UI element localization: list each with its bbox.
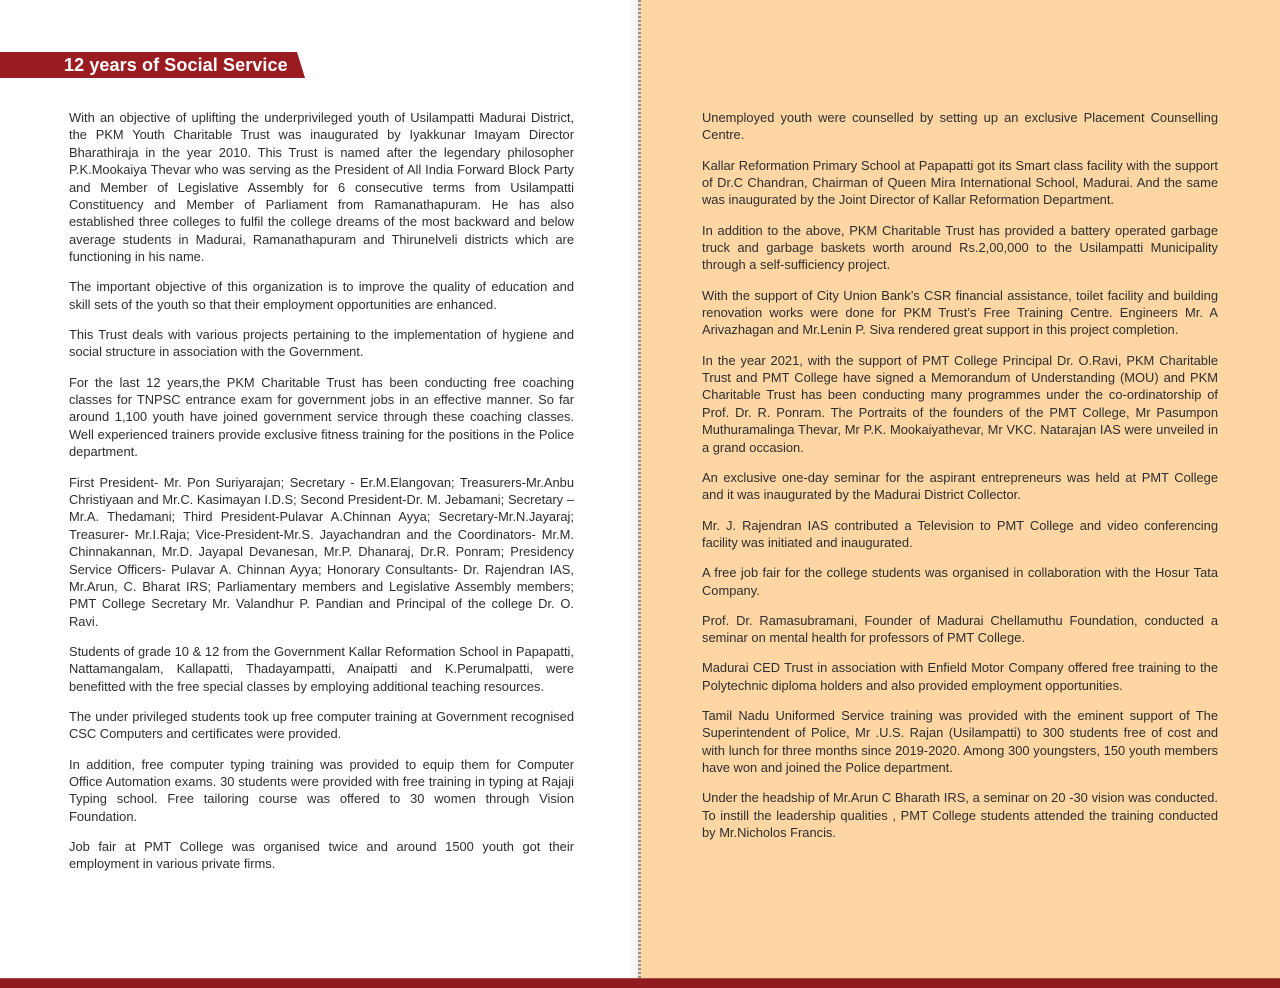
paragraph-school-classes: Students of grade 10 & 12 from the Government Kallar Reformation School in Papapatti, Nattamangalam, Kallapatti, Thadayampatti, Anaipatti and K.Perumalpatti, were benefitted with the free special classes by employing additional teaching resources. <box>69 643 574 694</box>
paragraph-mental-health: Prof. Dr. Ramasubramani, Founder of Madurai Chellamuthu Foundation, conducted a seminar on mental health for professors of PMT College. <box>702 612 1218 646</box>
paragraph-tata-job-fair: A free job fair for the college students was organised in collaboration with the Hosur Tata Company. <box>702 565 1218 598</box>
paragraph-mou: In the year 2021, with the support of PMT College Principal Dr. O.Ravi, PKM Charitable Trust and PMT College have signed a Memorandum of Understanding (MOU) and PKM Charitable Trust has been conducting many programmes under the co-ordinatorship of Prof. Dr. R. Ponram. The Portraits of the founders of the PMT College, Mr Pasumpon Muthuramalinga Thevar, Mr P.K. Mookaiyathevar, Mr VKC. Natarajan IAS were unveiled in a grand occasion. <box>702 352 1218 455</box>
paragraph-office-bearers: First President- Mr. Pon Suriyarajan; Secretary - Er.M.Elangovan; Treasurers-Mr.Anbu Christiyaan and Mr.C. Kasimayan I.D.S; Second President-Dr. M. Jebamani; Secretary – Mr.A. Thedamani; Third President-Pulavar A.Chinnan Ayya; Secretary-Mr.N.Jayaraj; Treasurer- Mr.I.Raja; Vice-President-Mr.S. Jayachandran and the Coordinators- Mr.M. Chinnakannan, Mr.D. Jayapal Devanesan, Mr.P. Dhanaraj, Dr.R. Ponram; Presidency Service Officers- Pulavar A. Chinnan Ayya; Honorary Consultants- Dr. Rajendran IAS, Mr.Arun, C. Bharat IRS; Parliamentary members and Legislative Assembly members; PMT College Secretary Mr. Valandhur P. Pandian and Principal of the college Dr. O. Ravi. <box>69 474 574 629</box>
paragraph-projects: This Trust deals with various projects pertaining to the implementation of hygiene and social structure in association with the Government. <box>69 327 574 360</box>
paragraph-typing-tailoring: In addition, free computer typing training was provided to equip them for Computer Office Automation exams. 30 students were provided with free training in typing at Rajaji Typing school. Free tailoring course was offered to 30 women through Vision Foundation. <box>69 756 574 824</box>
right-column <box>702 109 1218 854</box>
bottom-band <box>0 978 1280 988</box>
paragraph-entrepreneur-seminar: An exclusive one-day seminar for the aspirant entrepreneurs was held at PMT College and it was inaugurated by the Madurai District Collector. <box>702 469 1218 503</box>
paragraph-coaching: For the last 12 years,the PKM Charitable Trust has been conducting free coaching classes for TNPSC entrance exam for government jobs in an effective manner. So far around 1,100 youth have joined government service through these coaching classes. Well experienced trainers provide exclusive fitness training for the positions in the Police department. <box>69 374 574 460</box>
paragraph-vision-seminar: Under the headship of Mr.Arun C Bharath IRS, a seminar on 20 -30 vision was conducted. To instill the leadership qualities , PMT College students attended the training conducted by Mr.Nicholos Francis. <box>702 790 1218 841</box>
paragraph-job-fair: Job fair at PMT College was organised twice and around 1500 youth got their employment in various private firms. <box>69 839 574 872</box>
paragraph-police-training: Tamil Nadu Uniformed Service training was provided with the eminent support of The Superintendent of Police, Mr .U.S. Rajan (Usilampatti) to 300 students free of cost and with lunch for three months since 2019-2020. Among 300 youngsters, 150 youth members have won and joined the Police department. <box>702 707 1218 776</box>
page-spine-divider <box>638 0 641 978</box>
paragraph-computer-training: The under privileged students took up free computer training at Government recognised CSC Computers and certificates were provided. <box>69 708 574 742</box>
paragraph-television: Mr. J. Rajendran IAS contributed a Television to PMT College and video conferencing facility was initiated and inaugurated. <box>702 517 1218 550</box>
left-column <box>69 109 574 886</box>
spine-shadow <box>628 0 638 978</box>
paragraph-city-union-bank: With the support of City Union Bank’s CSR financial assistance, toilet facility and building renovation works were done for PKM Trust’s Free Training Centre. Engineers Mr. A Arivazhagan and Mr.Lenin P. Siva rendered great support in this project completion. <box>702 287 1218 338</box>
page-title: 12 years of Social Service <box>64 55 288 75</box>
paragraph-garbage-truck: In addition to the above, PKM Charitable Trust has provided a battery operated garbage truck and garbage baskets worth around Rs.2,00,000 to the Usilampatti Municipality through a self-sufficiency project. <box>702 222 1218 273</box>
paragraph-enfield-training: Madurai CED Trust in association with Enfield Motor Company offered free training to the Polytechnic diploma holders and also provided employment opportunities. <box>702 660 1218 693</box>
paragraph-founding: With an objective of uplifting the underprivileged youth of Usilampatti Madurai District, the PKM Youth Charitable Trust was inaugurated by Iyakkunar Imayam Director Bharathiraja in the year 2010. This Trust is named after the legendary philosopher P.K.Mookaiya Thevar who was serving as the President of All India Forward Block Party and Member of Legislative Assembly for 6 consecutive terms from Usilampatti Constituency and Member of Parliament from Ramanathapuram. He has also established three colleges to fulfil the college dreams of the most backward and below average students in Madurai, Ramanathapuram and Thirunelveli districts which are functioning in his name. <box>69 110 574 265</box>
paragraph-objective: The important objective of this organization is to improve the quality of education and skill sets of the youth so that their employment opportunities are enhanced. <box>69 279 574 312</box>
paragraph-placement-centre: Unemployed youth were counselled by setting up an exclusive Placement Counselling Centre. <box>702 110 1218 143</box>
paragraph-smart-class: Kallar Reformation Primary School at Papapatti got its Smart class facility with the support of Dr.C Chandran, Chairman of Queen Mira International School, Madurai. And the same was inaugurated by the Joint Director of Kallar Reformation Department. <box>702 157 1218 208</box>
